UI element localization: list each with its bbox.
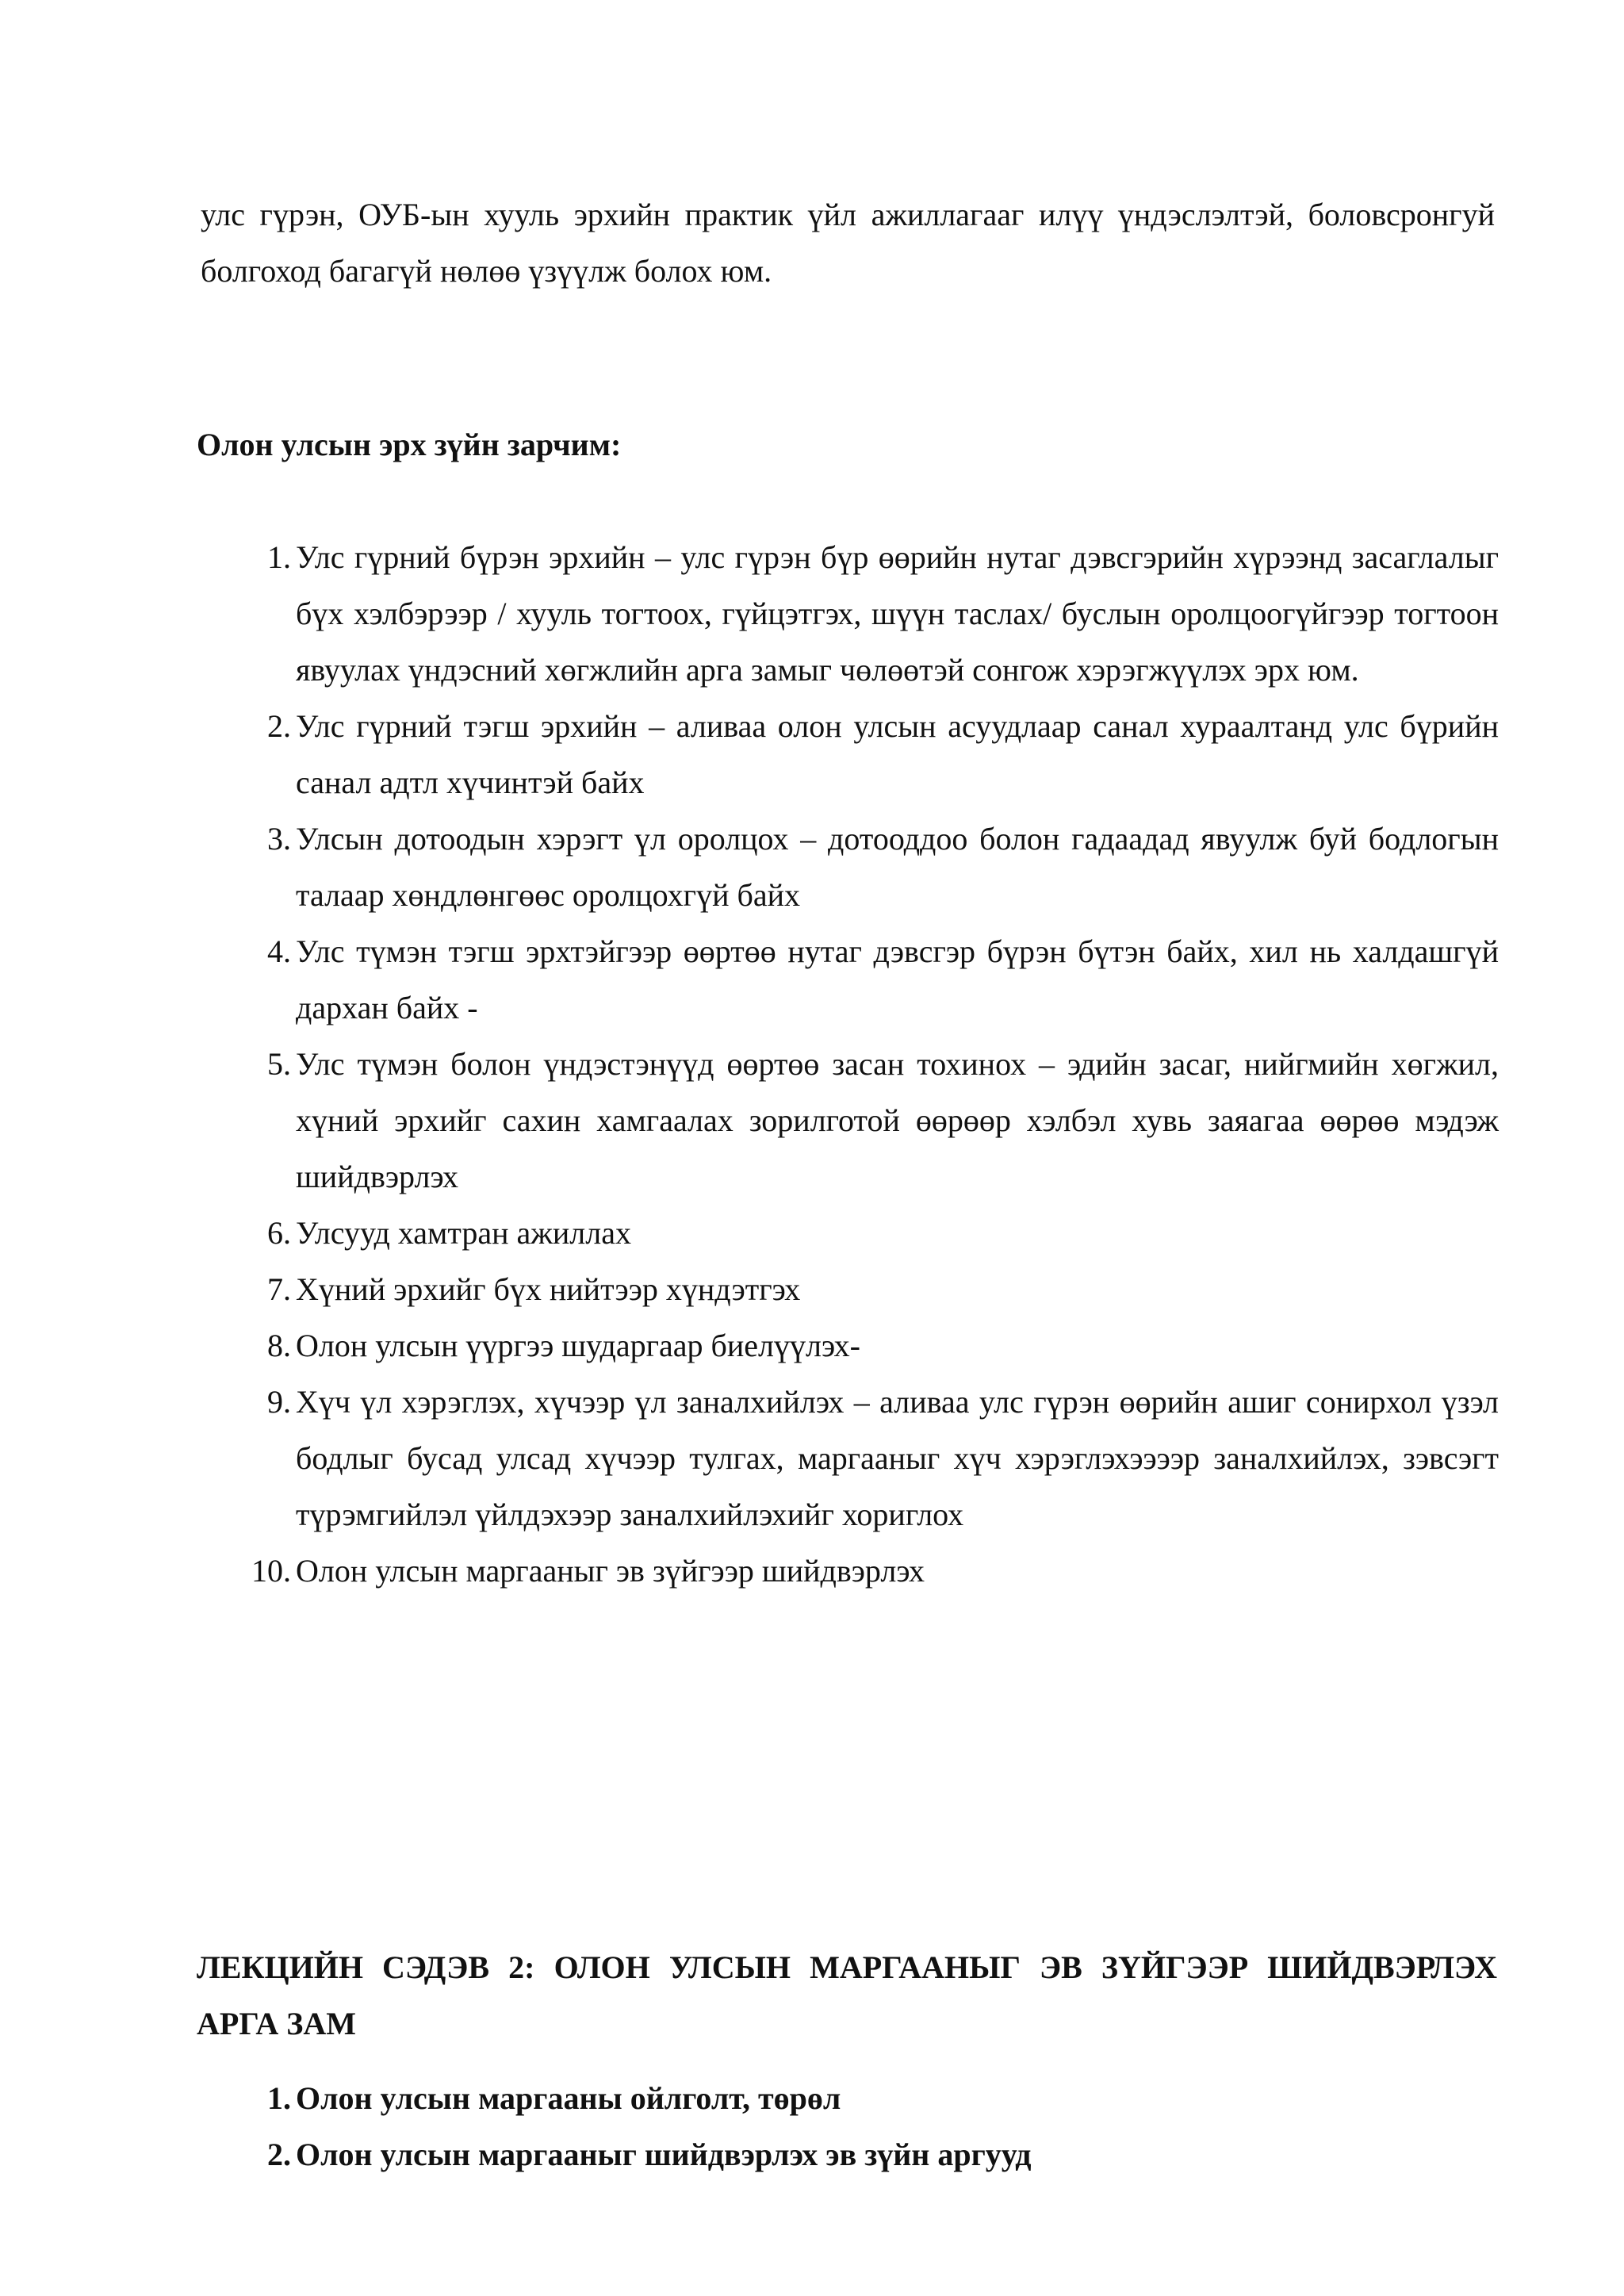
lecture-topics-list [201, 2070, 1499, 2183]
list-item [201, 1205, 1499, 1261]
list-item-number: 2. [267, 2137, 291, 2172]
list-item-text: Улс түмэн тэгш эрхтэйгээр өөртөө нутаг дэвсгэр бүрэн бүтэн байх, хил нь халдашгүй дархан байх - [296, 933, 1499, 1025]
list-item [201, 1036, 1499, 1205]
list-item-text: Хүний эрхийг бүх нийтээр хүндэтгэх [296, 1271, 801, 1307]
list-item-text: Улс түмэн болон үндэстэнүүд өөртөө засан тохинох – эдийн засаг, нийгмийн хөгжил, хүний эрхийг сахин хамгаалах зорилготой өөрөөр хэлбэл хувь заяагаа өөрөө мэдэж шийдвэрлэх [296, 1046, 1499, 1194]
list-item-number: 8. [267, 1328, 291, 1363]
list-item-text: Олон улсын маргааныг шийдвэрлэх эв зүйн аргууд [296, 2137, 1032, 2172]
list-item [201, 2126, 1499, 2183]
list-item-text: Хүч үл хэрэглэх, хүчээр үл заналхийлэх – аливаа улс гүрэн өөрийн ашиг сонирхол үзэл бодлыг бусад улсад хүчээр тулгах, маргааныг хүч хэрэглэхээээр заналхийлэх, зэвсэгт түрэмгийлэл үйлдэхээр заналхийлэхийг хориглох [296, 1384, 1499, 1532]
list-item-number: 3. [267, 821, 291, 857]
list-item-number: 10. [251, 1553, 291, 1589]
list-item [201, 811, 1499, 923]
principles-list [201, 529, 1499, 1599]
list-item [201, 923, 1499, 1036]
list-item-number: 6. [267, 1215, 291, 1251]
list-item [201, 2070, 1499, 2126]
list-item-number: 1. [267, 539, 291, 575]
list-item-text: Улс гүрний бүрэн эрхийн – улс гүрэн бүр өөрийн нутаг дэвсгэрийн хүрээнд засаглалыг бүх хэлбэрээр / хууль тогтоох, гүйцэтгэх, шүүн таслах/ буслын оролцоогүйгээр тогтоон явуулах үндэсний хөгжлийн арга замыг чөлөөтэй сонгож хэрэгжүүлэх эрх юм. [296, 539, 1499, 688]
intro-paragraph [201, 186, 1495, 299]
intro-text: улс гүрэн, ОУБ-ын хууль эрхийн практик үйл ажиллагааг илүү үндэслэлтэй, боловсронгуй болгоход багагүй нөлөө үзүүлж болох юм. [201, 197, 1495, 289]
list-item-text: Улсууд хамтран ажиллах [296, 1215, 631, 1251]
list-item-text: Олон улсын маргааны ойлголт, төрөл [296, 2080, 841, 2116]
list-item-number: 1. [267, 2080, 291, 2116]
list-item-number: 4. [267, 933, 291, 969]
lecture-heading: ЛЕКЦИЙН СЭДЭВ 2: ОЛОН УЛСЫН МАРГААНЫГ ЭВ ЗҮЙГЭЭР ШИЙДВЭРЛЭХ АРГА ЗАМ [197, 1949, 1497, 2041]
list-item [201, 529, 1499, 698]
list-item-text: Олон улсын маргааныг эв зүйгээр шийдвэрлэх [296, 1553, 925, 1589]
list-item [201, 1317, 1499, 1374]
principles-heading: Олон улсын эрх зүйн зарчим: [197, 427, 622, 462]
list-item-number: 5. [267, 1046, 291, 1082]
list-item [201, 1374, 1499, 1543]
list-item [201, 1543, 1499, 1599]
list-item-number: 2. [267, 708, 291, 744]
list-item-number: 7. [267, 1271, 291, 1307]
list-item-text: Улсын дотоодын хэрэгт үл оролцох – дотооддоо болон гадаадад явуулж буй бодлогын талаар хөндлөнгөөс оролцохгүй байх [296, 821, 1499, 913]
list-item [201, 698, 1499, 811]
list-item-text: Улс гүрний тэгш эрхийн – аливаа олон улсын асуудлаар санал хураалтанд улс бүрийн санал адтл хүчинтэй байх [296, 708, 1499, 800]
list-item [201, 1261, 1499, 1317]
list-item-number: 9. [267, 1384, 291, 1420]
list-item-text: Олон улсын үүргээ шударгаар биелүүлэх- [296, 1328, 860, 1363]
